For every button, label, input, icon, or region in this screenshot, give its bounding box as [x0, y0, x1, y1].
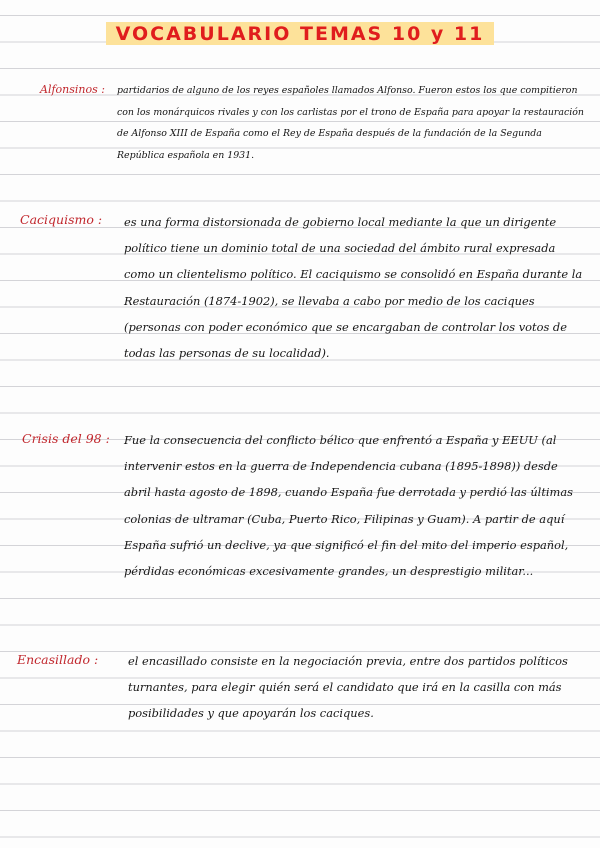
entry-term: Encasillado :	[17, 652, 99, 667]
entry-definition: Fue la consecuencia del conflicto bélico que enfrentó a España y EEUU (al intervenir estos en la guerra de Independencia cubana (1895-1898)) desde abril hasta agosto de 1898, cuando España fue derrotada y perdió las últimas colonias de ultramar (Cuba, Puerto Rico, Filipinas y Guam). A partir de aquí España sufrió un declive, ya que significó el fin del mito del imperio español, pérdidas económicas excesivamente grandes, un desprestigio militar...	[124, 433, 573, 579]
entry-definition: el encasillado consiste en la negociación previa, entre dos partidos políticos turnantes, para elegir quién será el candidato que irá en la casilla con más posibilidades y que apoyarán los caciques.	[128, 654, 568, 721]
entry-term: Caciquismo :	[20, 212, 103, 227]
vocabulary-entry-crisis-del-98	[0, 423, 600, 623]
vocabulary-entry-caciquismo	[0, 206, 600, 396]
entry-term: Alfonsinos :	[40, 83, 105, 96]
vocabulary-entry-alfonsinos	[0, 80, 600, 190]
page-title: VOCABULARIO TEMAS 10 y 11	[106, 22, 495, 45]
entry-term: Crisis del 98 :	[22, 431, 110, 446]
entry-definition: partidarios de alguno de los reyes españoles llamados Alfonso. Fueron estos los que compitieron con los monárquicos rivales y con los carlistas por el trono de España para apoyar la restauración de Alfonso XIII de España como el Rey de España después de la fundación de la Segunda República española en 1931.	[117, 85, 584, 162]
entry-definition: es una forma distorsionada de gobierno local mediante la que un dirigente político tiene un dominio total de una sociedad del ámbito rural expresada como un clientelismo político. El caciquismo se consolidó en España durante la Restauración (1874-1902), se llevaba a cabo por medio de los caciques (personas con poder económico que se encargaban de controlar los votos de todas las personas de su localidad).	[124, 215, 583, 361]
vocabulary-entry-encasillado	[0, 642, 600, 762]
title-area	[0, 22, 600, 45]
